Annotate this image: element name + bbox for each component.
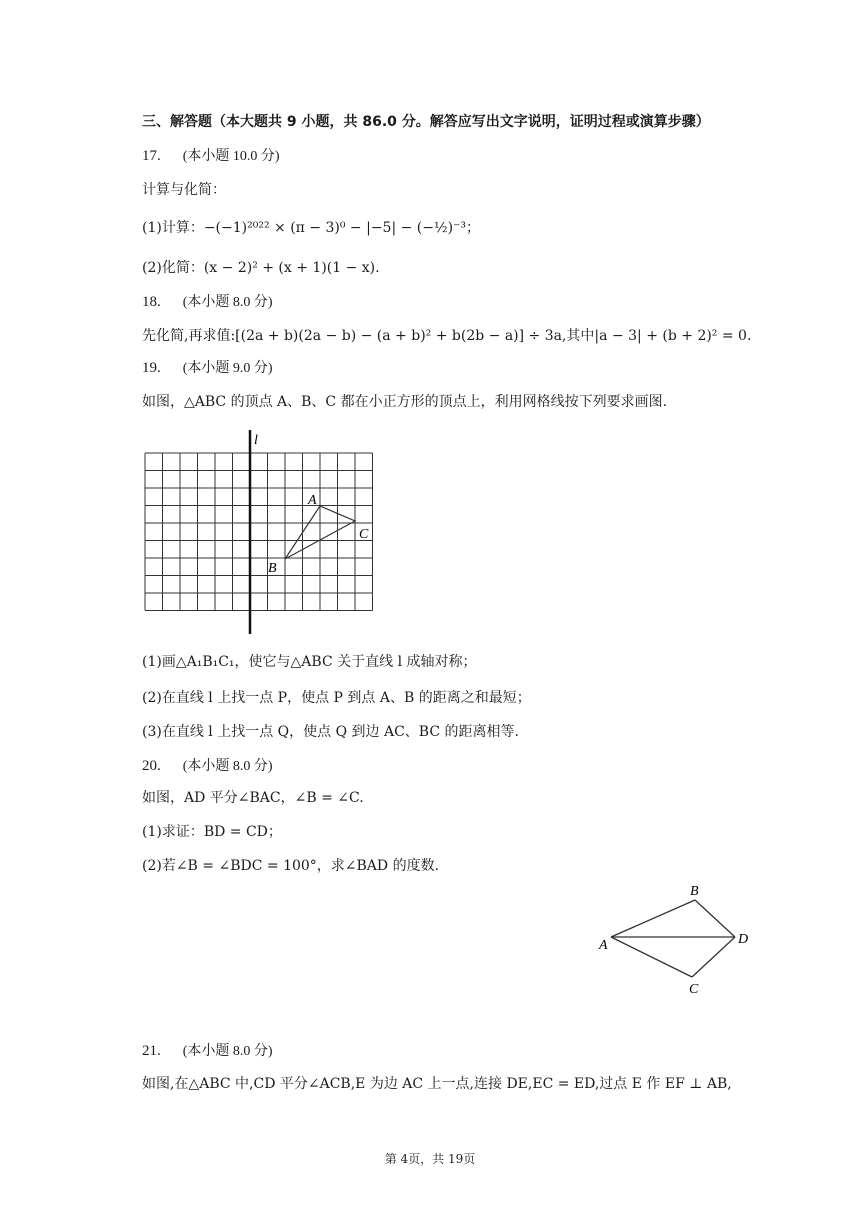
- question-20-header: [142, 756, 273, 777]
- question-17-intro: 计算与化简：: [142, 182, 226, 198]
- segment-bd: [695, 900, 735, 937]
- question-points: (本小题 8.0 分): [182, 759, 273, 774]
- question-19-part-1: (1)画△A₁B₁C₁，使它与△ABC 关于直线 l 成轴对称；: [142, 654, 477, 670]
- question-19-grid-figure: [140, 428, 390, 638]
- line-l-label: l: [254, 433, 258, 448]
- point-a-label: A: [599, 938, 608, 953]
- question-21-text: 如图,在△ABC 中,CD 平分∠ACB,E 为边 AC 上一点,连接 DE,EC = ED,过点 E 作 EF ⊥ AB,: [142, 1076, 732, 1092]
- question-number: 18.: [142, 294, 161, 310]
- question-points: (本小题 8.0 分): [182, 1044, 273, 1059]
- question-number: 21.: [142, 1043, 161, 1059]
- question-19-intro: 如图，△ABC 的顶点 A、B、C 都在小正方形的顶点上，利用网格线按下列要求画图.: [142, 394, 668, 410]
- question-19-part-2: (2)在直线 l 上找一点 P，使点 P 到点 A、B 的距离之和最短；: [142, 690, 531, 706]
- question-points: (本小题 8.0 分): [182, 295, 273, 310]
- point-b-label: B: [690, 884, 699, 899]
- page-footer: 第 4页，共 19页: [384, 1152, 476, 1166]
- question-20-part-2: (2)若∠B = ∠BDC = 100°，求∠BAD 的度数.: [142, 858, 440, 874]
- question-20-part-1: (1)求证：BD = CD；: [142, 824, 282, 840]
- segment-cd: [692, 937, 735, 977]
- section-heading: 三、解答题（本大题共 9 小题，共 86.0 分。解答应写出文字说明，证明过程或演算步骤）: [142, 114, 710, 130]
- question-17-header: [142, 146, 280, 167]
- point-a-label: A: [308, 493, 317, 508]
- question-18-text: 先化简,再求值:[(2a + b)(2a − b) − (a + b)² + b(2b − a)] ÷ 3a,其中|a − 3| + (b + 2)² = 0.: [142, 328, 752, 344]
- question-17-part-2: (2)化简：(x − 2)² + (x + 1)(1 − x).: [142, 260, 380, 276]
- question-number: 19.: [142, 360, 161, 376]
- question-20-intro: 如图，AD 平分∠BAC，∠B = ∠C.: [142, 790, 364, 806]
- question-19-header: [142, 358, 273, 379]
- grid-lines: [145, 453, 373, 611]
- segment-ac: [611, 937, 692, 977]
- question-points: (本小题 9.0 分): [182, 361, 273, 376]
- question-number: 20.: [142, 758, 161, 774]
- question-20-figure: [595, 880, 765, 1000]
- point-d-label: D: [738, 932, 749, 947]
- segment-ab: [611, 900, 695, 937]
- question-21-header: [142, 1041, 273, 1062]
- question-19-part-3: (3)在直线 l 上找一点 Q，使点 Q 到边 AC、BC 的距离相等.: [142, 724, 519, 740]
- question-18-header: [142, 292, 273, 313]
- question-17-part-1: (1)计算：−(−1)²⁰²² × (π − 3)⁰ − |−5| − (−½)⁻³；: [142, 220, 481, 236]
- point-b-label: B: [268, 561, 277, 576]
- question-number: 17.: [142, 148, 161, 164]
- point-c-label: C: [689, 982, 699, 997]
- question-points: (本小题 10.0 分): [182, 149, 280, 164]
- point-c-label: C: [359, 527, 369, 542]
